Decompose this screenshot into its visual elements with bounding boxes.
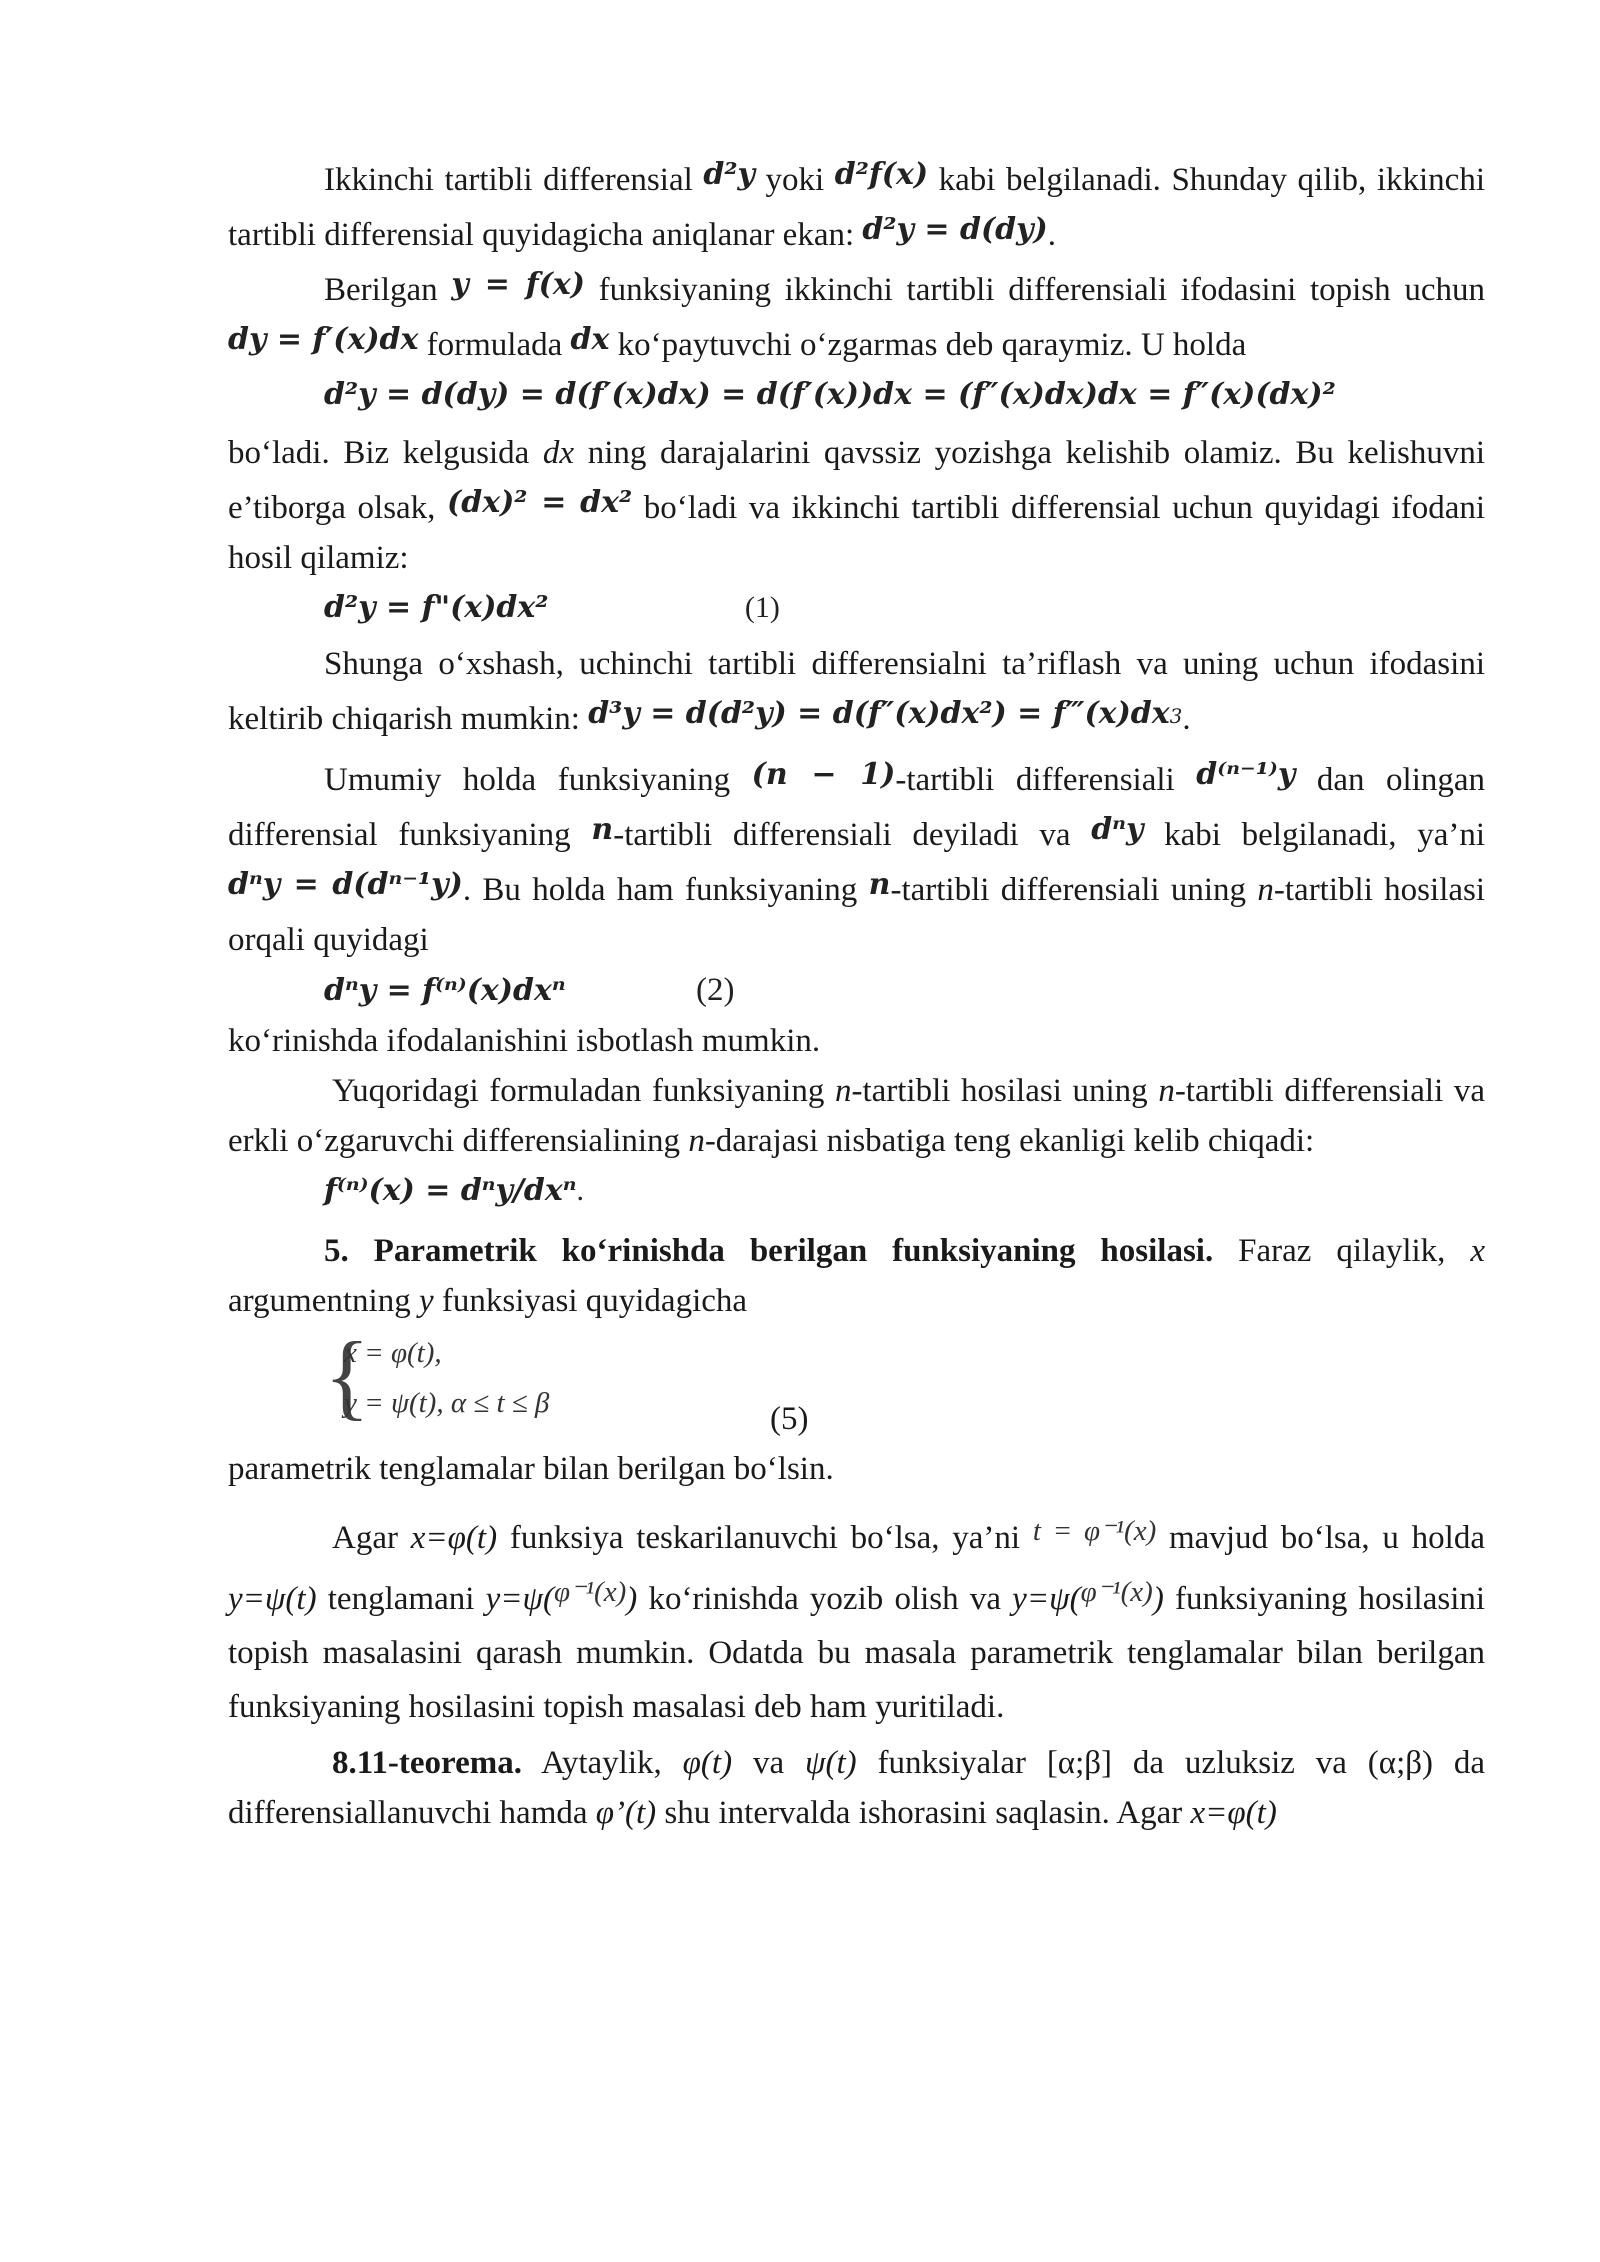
formula-n: n [868,867,891,902]
formula-dx2: (dx)² = dx² [447,485,633,520]
system-line-2: y = ψ(t), α ≤ t ≤ β [344,1387,550,1419]
text: va [752,1745,785,1781]
equation-1-formula: d²y = f"(x)dx² [324,590,549,625]
text: funksiyaning hosilasini topish masalasini qarash mumkin. Odatda bu masala parametrik tenglamalar bilan berilgan funksiyaning hosilasini topish masalasi deb ham yuritiladi. [228,1581,1486,1725]
paragraph-inverse [228,1504,1485,1734]
formula-d3y [588,696,1182,731]
text: -tartibli hosilasi uning [851,1073,1148,1109]
paragraph-theorem [228,1738,1485,1838]
parametric-system [324,1322,1485,1437]
text: parametrik tenglamalar bilan berilgan bo‘lsin. [228,1451,834,1487]
text-italic: y=ψ( [1012,1581,1081,1617]
paragraph-second-differential [228,150,1485,260]
theorem-heading: 8.11-teorema. [332,1745,522,1781]
text: funksiyalar [α;β] da uzluksiz va (α;β) da differensiallanuvchi hamda [228,1745,1486,1831]
text: funksiyasi quyidagicha [441,1283,748,1319]
text: yoki [765,162,825,198]
text: ko‘paytuvchi o‘zgarmas deb qaraymiz. U holda [617,327,1247,363]
paragraph-convention [228,428,1485,583]
text-italic: y [418,1283,434,1319]
text: shu intervalda ishorasini saqlasin. Agar [664,1795,1183,1831]
formula-phi-inverse: φ⁻¹(x) [1080,1576,1153,1608]
text: formulada [426,327,563,363]
equation-3 [228,1166,1485,1216]
equation-3-formula: f⁽ⁿ⁾(x) = dⁿy/dxⁿ [324,1173,577,1208]
equation-3-tail: . [576,1174,585,1207]
formula-d3y-sub: 3 [1169,704,1183,728]
formula-d2y: d²y [703,157,755,192]
text-italic: dx [542,435,575,471]
text: dan olingan differensial funksiyaning [228,762,1486,853]
text-italic: ) [1152,1581,1164,1617]
formula-n-1: (n − 1) [751,757,896,792]
text-italic: ) [626,1581,638,1617]
text: tenglamani [327,1581,475,1617]
system-line-1: x = φ(t), [344,1337,442,1369]
text-italic: x=φ(t) [1190,1795,1277,1831]
formula-dny-def: dⁿy = d(dⁿ⁻¹y) [228,867,463,902]
equation-2-formula: dⁿy = f⁽ⁿ⁾(x)dxⁿ [324,973,566,1008]
formula-d2y-def: d²y = d(dy) [862,212,1048,247]
formula-d-n-1-y: d⁽ⁿ⁻¹⁾y [1196,757,1296,792]
text: Agar [332,1520,398,1556]
text: mavjud bo‘lsa, u holda [1169,1520,1485,1556]
text-italic: φ’(t) [595,1795,657,1831]
section-heading: 5. Parametrik ko‘rinishda berilgan funksiyaning hosilasi. [324,1233,1214,1269]
text: ning darajalarini qavssiz yozishga kelishib olamiz. Bu kelishuvni e’tiborga olsak, [228,435,1486,526]
equation-expansion: d²y = d(dy) = d(f′(x)dx) = d(f′(x))dx = (f″(x)dx)dx = f″(x)(dx)² [324,377,1336,412]
text: bo‘ladi va ikkinchi tartibli differensial uchun quyidagi ifodani hosil qilamiz: [228,490,1486,576]
paragraph-third-differential [228,639,1485,744]
formula-phi-inverse: φ⁻¹(x) [554,1576,627,1608]
text-italic: n [688,1123,705,1159]
text: kabi belgilanadi, ya’ni [1164,817,1485,853]
text: Umumiy holda funksiyaning [324,762,731,798]
formula-dx: dx [570,322,610,357]
text-italic: n [1158,1073,1175,1109]
formula-d2fx: d²f(x) [834,157,929,192]
text: Berilgan [324,272,438,308]
text-italic: x [1470,1233,1486,1269]
text: . [1047,217,1057,253]
text-italic: φ(t) [682,1745,733,1781]
text: Shunga o‘xshash, uchinchi tartibli differensialni ta’riflash va uning uchun ifodasini keltirib chiqarish mumkin: [228,646,1485,737]
paragraph-parametric [228,1226,1485,1326]
brace-symbol: { [324,1322,371,1429]
text: Faraz qilaylik, [1238,1233,1446,1269]
formula-dy: dy = f′(x)dx [228,322,419,357]
system-number: (5) [770,1401,809,1437]
text: . Bu holda ham funksiyaning [462,872,858,908]
equation-2 [228,965,1485,1016]
text: Yuqoridagi formuladan funksiyaning [332,1073,825,1109]
text: funksiyaning ikkinchi tartibli differensiali ifodasini topish uchun [598,272,1486,308]
text-italic: ψ(t) [804,1745,857,1781]
formula-t-inverse: t = φ⁻¹(x) [1032,1515,1157,1547]
text: -tartibli differensiali [895,762,1175,798]
text-italic: y=ψ(t) [228,1581,317,1617]
text: ko‘rinishda ifodalanishini isbotlash mumkin. [228,1023,821,1059]
equation-1 [228,583,1485,633]
text: . [1182,701,1191,737]
formula-n: n [591,812,614,847]
text: -darajasi nisbatiga teng ekanligi kelib chiqadi: [704,1123,1315,1159]
text: argumentning [228,1283,411,1319]
paragraph-given-function [228,260,1485,370]
text: -tartibli differensiali va erkli o‘zgaruvchi differensialining [228,1073,1486,1159]
text: ko‘rinishda yozib olish va [648,1581,1001,1617]
text: Ikkinchi tartibli differensial [324,162,693,198]
paragraph-general [228,750,1485,965]
text-italic: n [834,1073,852,1109]
text: bo‘ladi. Biz kelgusida [228,435,530,471]
text: -tartibli differensiali uning [890,872,1247,908]
text: -tartibli differensiali deyiladi va [613,817,1071,853]
paragraph-proof [228,1016,1485,1066]
text-italic: y=ψ( [485,1581,554,1617]
paragraph-ratio [228,1066,1485,1166]
formula-y-fx: y = f(x) [451,267,585,302]
formula-d3y-text: d³y = d(d²y) = d(f″(x)dx²) = f‴(x)dx [588,696,1170,731]
page-body [228,150,1485,1838]
equation-2-number: (2) [696,972,735,1008]
text: Aytaylik, [541,1745,662,1781]
formula-dny: dⁿy [1091,812,1144,847]
text: -tartibli hosilasi orqali quyidagi [228,872,1486,958]
paragraph-given-parametric [228,1444,1485,1494]
text-italic: n [1257,872,1274,908]
text-italic: x=φ(t) [410,1520,498,1556]
text: funksiya teskarilanuvchi bo‘lsa, ya’ni [509,1520,1021,1556]
equation-1-number: (1) [744,591,780,624]
text: kabi belgilanadi. Shunday qilib, ikkinchi tartibli differensial quyidagicha aniqlanar ekan: [228,162,1485,253]
